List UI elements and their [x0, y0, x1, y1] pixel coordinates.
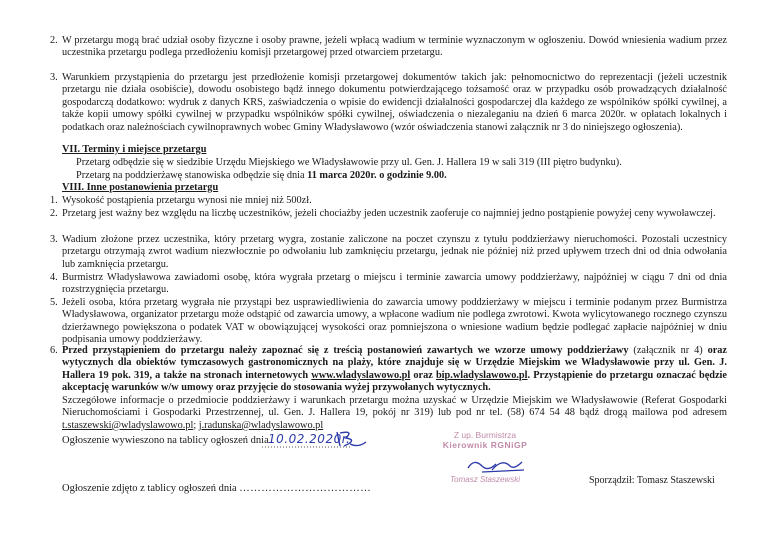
- item-number: 6.: [50, 345, 58, 356]
- item-number: 1.: [50, 195, 58, 206]
- item-6-text-a: Przed przystąpieniem do przetargu należy zapoznać się z treścią postanowień zawartych we wzorze umowy poddzierżawy: [62, 345, 629, 356]
- para-2-number: 2.: [50, 35, 58, 46]
- removed-date-blank: ………………………………: [239, 483, 372, 494]
- para-3-number: 3.: [50, 72, 58, 83]
- para-2-text: W przetargu mogą brać udział osoby fizyczne i osoby prawne, jeżeli wpłacą wadium w terminie wyznaczonym w ogłoszeniu. Dowód wniesienia wadium przez uczestnika przetargu podlega przedłożeniu komisji przetargowej przed otwarciem przetargu.: [62, 35, 727, 59]
- section-7-heading: VII. Terminy i miejsce przetargu: [62, 144, 207, 155]
- official-stamp: [440, 430, 530, 450]
- item-number: 4.: [50, 272, 58, 283]
- posted-label: Ogłoszenie wywieszono na tablicy ogłoszeń dnia: [62, 435, 269, 446]
- email-link-staszewski[interactable]: t.staszewski@wladyslawowo.pl: [62, 419, 194, 431]
- website-link[interactable]: www.wladyslawowo.pl: [311, 369, 411, 381]
- posted-line: [62, 435, 269, 446]
- email-link-radunska[interactable]: j.radunska@wladyslawowo.pl: [198, 419, 324, 431]
- stamp-line-1: Z up. Burmistrza: [453, 430, 517, 440]
- item-text: Przetarg jest ważny bez względu na liczbę uczestników, jeżeli chociażby jeden uczestnik zaoferuje co najmniej jedno postąpienie powyżej ceny wywoławczej.: [62, 208, 716, 219]
- posted-date-handwritten: 10.02.2020r.: [268, 432, 351, 446]
- item-text: Jeżeli osoba, która przetarg wygrała nie przystąpi bez usprawiedliwienia do zawarcia umowy poddzierżawy w miejscu i terminie podanym przez Burmistrza Władysławowa, organizator przetargu może odstąpić od zawarcia umowy, a wpłacone wadium nie podlega zwrotowi. Kwota wylicytowanego rocznego czynszu dzierżawnego powiększona o podatek VAT w obowiązującej wysokości oraz pomniejszona o wniesione wadium będzie podlegać zapłacie najpóźniej w dniu podpisania umowy poddzierżawy.: [62, 297, 727, 346]
- email-separator: ;: [193, 419, 199, 431]
- bip-link[interactable]: bip.wladyslawowo.pl: [435, 369, 528, 381]
- item-number: 3.: [50, 234, 58, 245]
- stamp-line-3: Tomasz Staszewski: [450, 475, 520, 484]
- item-text: Wysokość postąpienia przetargu wynosi nie mniej niż 500zł.: [62, 195, 312, 206]
- section-7-date: 11 marca 2020r. o godzinie 9.00.: [307, 170, 447, 181]
- official-signature-icon: [462, 454, 532, 476]
- item-text: Wadium złożone przez uczestnika, który przetarg wygra, zostanie zaliczone na poczet czynszu z tytułu poddzierżawy nieruchomości. Pozostali uczestnicy przetargu otrzymają zwrot wadium niezwłocznie po odwołaniu lub zamknięciu przetargu, jednak nie później niż przed upływem trzech dni od dnia odwołania lub zamknięcia przetargu.: [62, 234, 727, 270]
- item-6-text-b: (załącznik nr 4): [628, 345, 708, 356]
- para-3-text: Warunkiem przystąpienia do przetargu jest przedłożenie komisji przetargowej dokumentów takich jak: pełnomocnictwo do reprezentacji (jeżeli uczestnik przetargu nie działa osobiście), dowodu osobistego bądź innego dokumentu potwierdzającego tożsamość oraz w przypadku osób prowadzących działalność gospodarczą dodatkowo: wydruk z danych KRS, zaświadczenia o wpisie do ewidencji działalności gospodarczej dla każdego ze wspólników spółki cywilnej, a także kopii umowy spółki cywilnej w przypadku wspólników spółki cywilnej, oświadczenia o niezaleganiu na dzień 6 marca 2020r. w opłatach lokalnych i podatkach oraz należnościach cywilnoprawnych wobec Gminy Władysławowo (wzór oświadczenia stanowi załącznik nr 3 do niniejszego ogłoszenia).: [62, 72, 727, 133]
- item-6-text-e: . Przystąpienie do przetargu oznaczać będzie akceptację warunków w/w umowy oraz przyjęcie do stosowania wyżej przywołanych wytycznych.: [62, 369, 727, 394]
- section-8-heading: VIII. Inne postanowienia przetargu: [62, 182, 219, 193]
- item-number: 2.: [50, 208, 58, 219]
- section-7-line-2-text: Przetarg na poddzierżawę stanowiska odbędzie się dnia: [76, 170, 308, 181]
- section-7-line-2: [76, 170, 726, 182]
- prepared-by: Sporządził: Tomasz Staszewski: [589, 475, 715, 486]
- item-number: 5.: [50, 297, 58, 308]
- removed-line: [62, 483, 371, 494]
- section-7-line-1: Przetarg odbędzie się w siedzibie Urzędu Miejskiego we Władysławowie przy ul. Gen. J. Hallera 19 w sali 319 (III piętro budynku).: [76, 157, 622, 168]
- removed-label: Ogłoszenie zdjęto z tablicy ogłoszeń dnia: [62, 483, 240, 494]
- item-6-text-c: oraz wytycznych dla obiektów tymczasowych gastronomicznych na plaży, które znajduje się w Urzędzie Miejskim we Władysławowie przy ul. Gen. J. Hallera 19 pok. 319, a także na stronach internetowych: [62, 345, 727, 381]
- info-text: Szczegółowe informacje o przedmiocie poddzierżawy i warunkach przetargu można uzyskać w Urzędzie Miejskim we Władysławowie (Referat Gospodarki Nieruchomościami i Gospodarki Przestrzennej, ul. Gen. J. Hallera 19, pokój nr 319) lub pod nr tel. (58) 674 54 48 bądź drogą mailowa pod adresem: [62, 395, 727, 419]
- stamp-line-2: Kierownik RGNiGP: [442, 440, 528, 450]
- item-text: Burmistrz Władysławowa zawiadomi osobę, która wygrała przetarg o miejscu i terminie zawarcia umowy poddzierżawy, najpóźniej w ciągu 7 dni od dnia rozstrzygnięcia przetargu.: [62, 272, 727, 296]
- item-6-text-d: oraz: [410, 369, 436, 381]
- initials-signature-icon: [332, 428, 372, 450]
